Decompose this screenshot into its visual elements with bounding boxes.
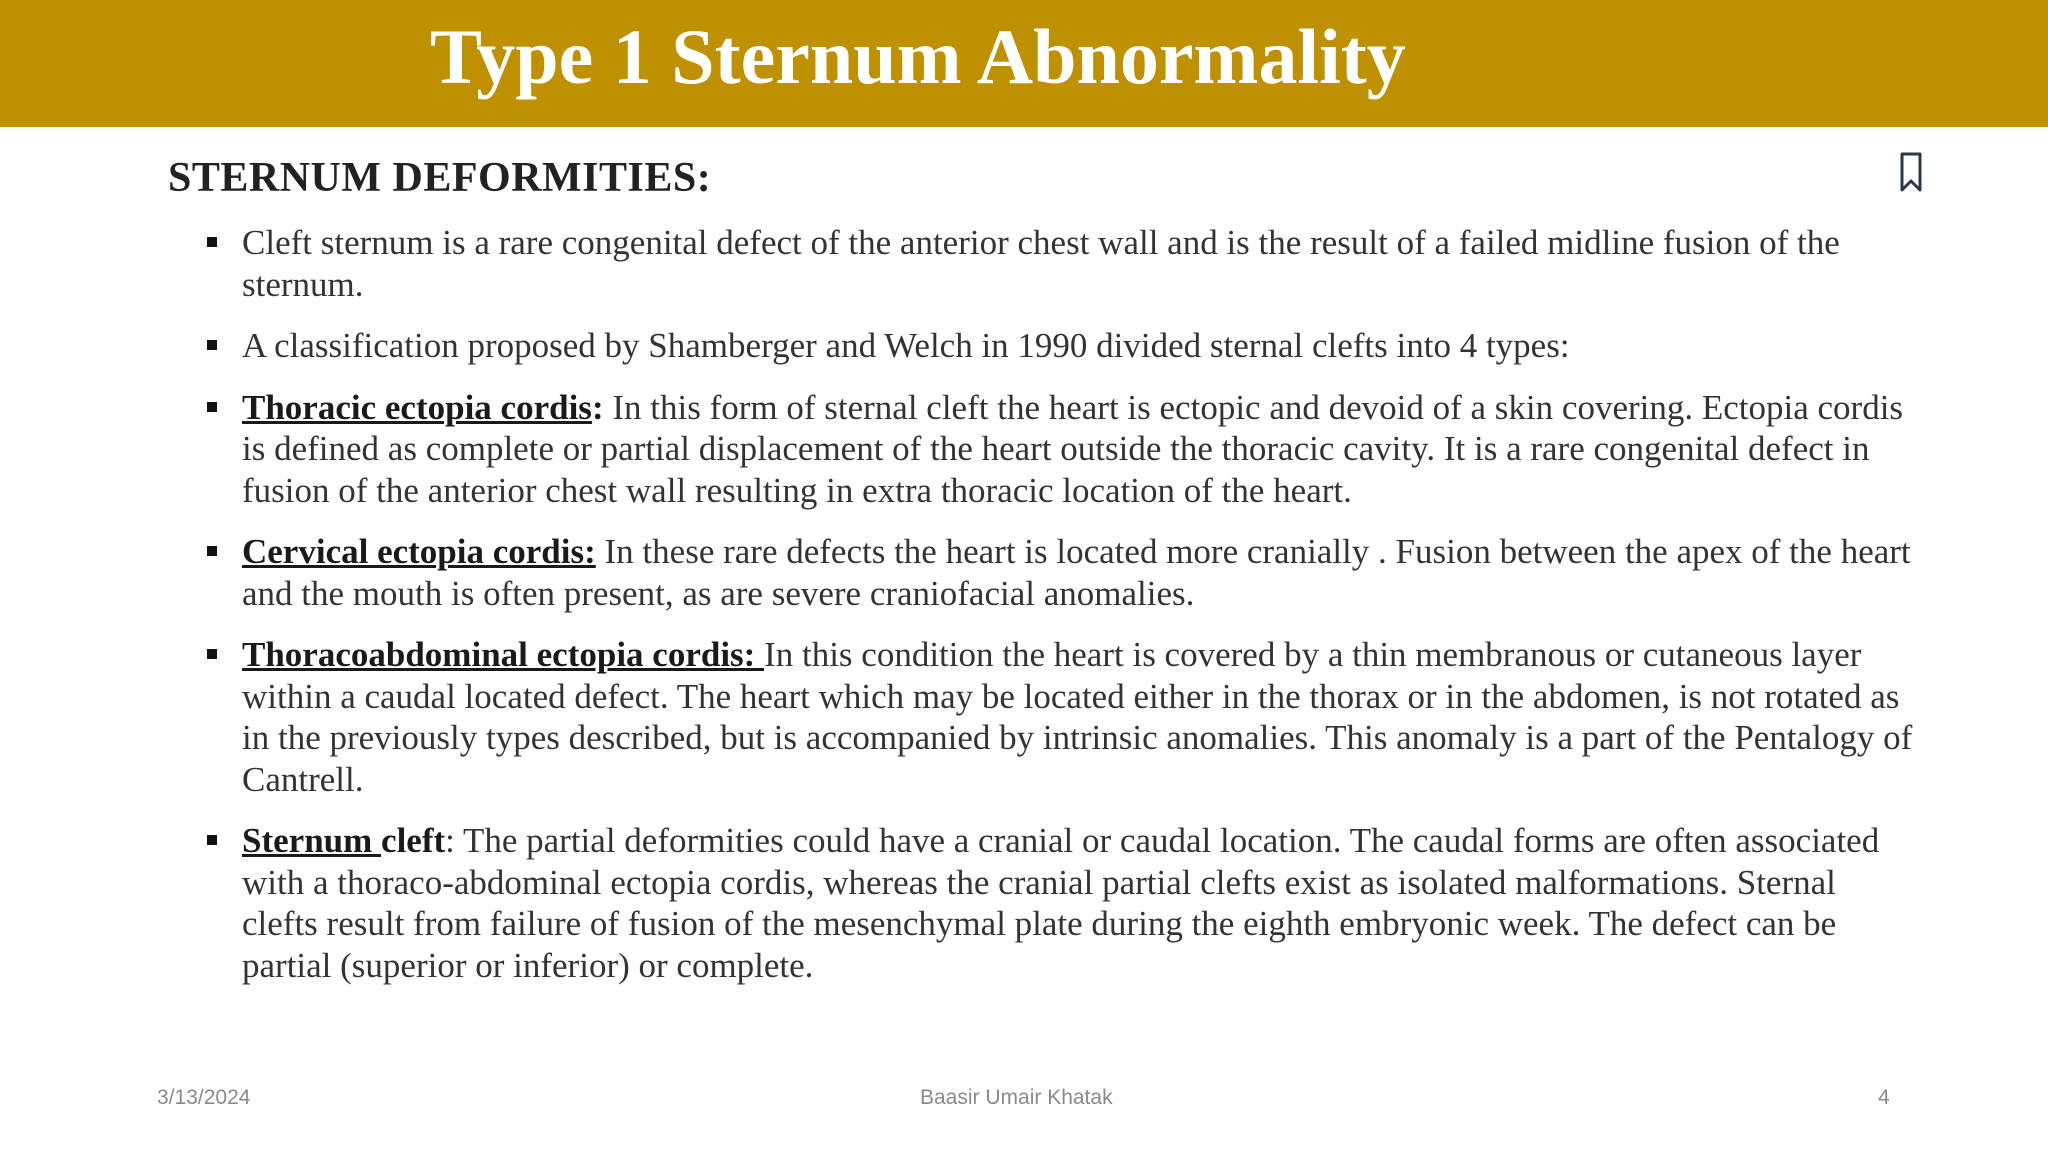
list-item (205, 820, 1915, 986)
list-item (205, 531, 1915, 614)
bullet-marker (207, 546, 217, 556)
list-item (205, 634, 1915, 800)
bullet-term: Cervical ectopia cordis: (242, 532, 596, 571)
bullet-text: In this condition the heart is covered by a thin membranous or cutaneous layer within a caudal located defect. The heart which may be located either in the thorax or in the abdomen, is not rotated as in the previously types described, but is accompanied by intrinsic anomalies. This anomaly is a part of the Pentalogy of Cantrell. (242, 635, 1913, 799)
bullet-marker (207, 402, 217, 412)
footer-page-number: 4 (1878, 1086, 1890, 1109)
section-heading: STERNUM DEFORMITIES: (168, 155, 712, 201)
bullet-list (205, 222, 1915, 1006)
bullet-colon: cleft (381, 821, 446, 860)
list-item (205, 325, 1915, 367)
bullet-text: Cleft sternum is a rare congenital defect of the anterior chest wall and is the result of a failed midline fusion of the sternum. (242, 223, 1840, 304)
bullet-term: Sternum (242, 821, 382, 860)
list-item (205, 222, 1915, 305)
bullet-text: : The partial deformities could have a cranial or caudal location. The caudal forms are often associated with a thoraco-abdominal ectopia cordis, whereas the cranial partial clefts exist as isolated malformations. Sternal clefts result from failure of fusion of the mesenchymal plate during the eighth embryonic week. The defect can be partial (superior or inferior) or complete. (242, 821, 1880, 985)
list-item (205, 387, 1915, 512)
slide-title: Type 1 Sternum Abnormality (430, 13, 1406, 100)
bookmark-icon (1896, 150, 1926, 196)
bullet-marker (207, 340, 217, 350)
content-image (140, 140, 1930, 1040)
bullet-term: Thoracic ectopia cordis (242, 387, 592, 427)
bullet-text: In these rare defects the heart is located more cranially . Fusion between the apex of the heart and the mouth is often present, as are severe craniofacial anomalies. (242, 532, 1911, 613)
bullet-colon: : (591, 387, 604, 427)
bullet-text: In this form of sternal cleft the heart is ectopic and devoid of a skin covering. Ectopia cordis is defined as complete or partial displacement of the heart outside the thoracic cavity. It is a rare congenital defect in fusion of the anterior chest wall resulting in extra thoracic location of the heart. (242, 387, 1904, 510)
title-bar (0, 0, 2048, 127)
bullet-marker (207, 835, 217, 845)
footer-date: 3/13/2024 (157, 1086, 251, 1109)
bullet-marker (207, 237, 217, 247)
footer-author: Baasir Umair Khatak (920, 1086, 1113, 1109)
bullet-term: Thoracoabdominal ectopia cordis: (242, 635, 765, 674)
bullet-text: A classification proposed by Shamberger and Welch in 1990 divided sternal clefts into 4 types: (242, 326, 1570, 365)
bullet-marker (207, 649, 217, 659)
